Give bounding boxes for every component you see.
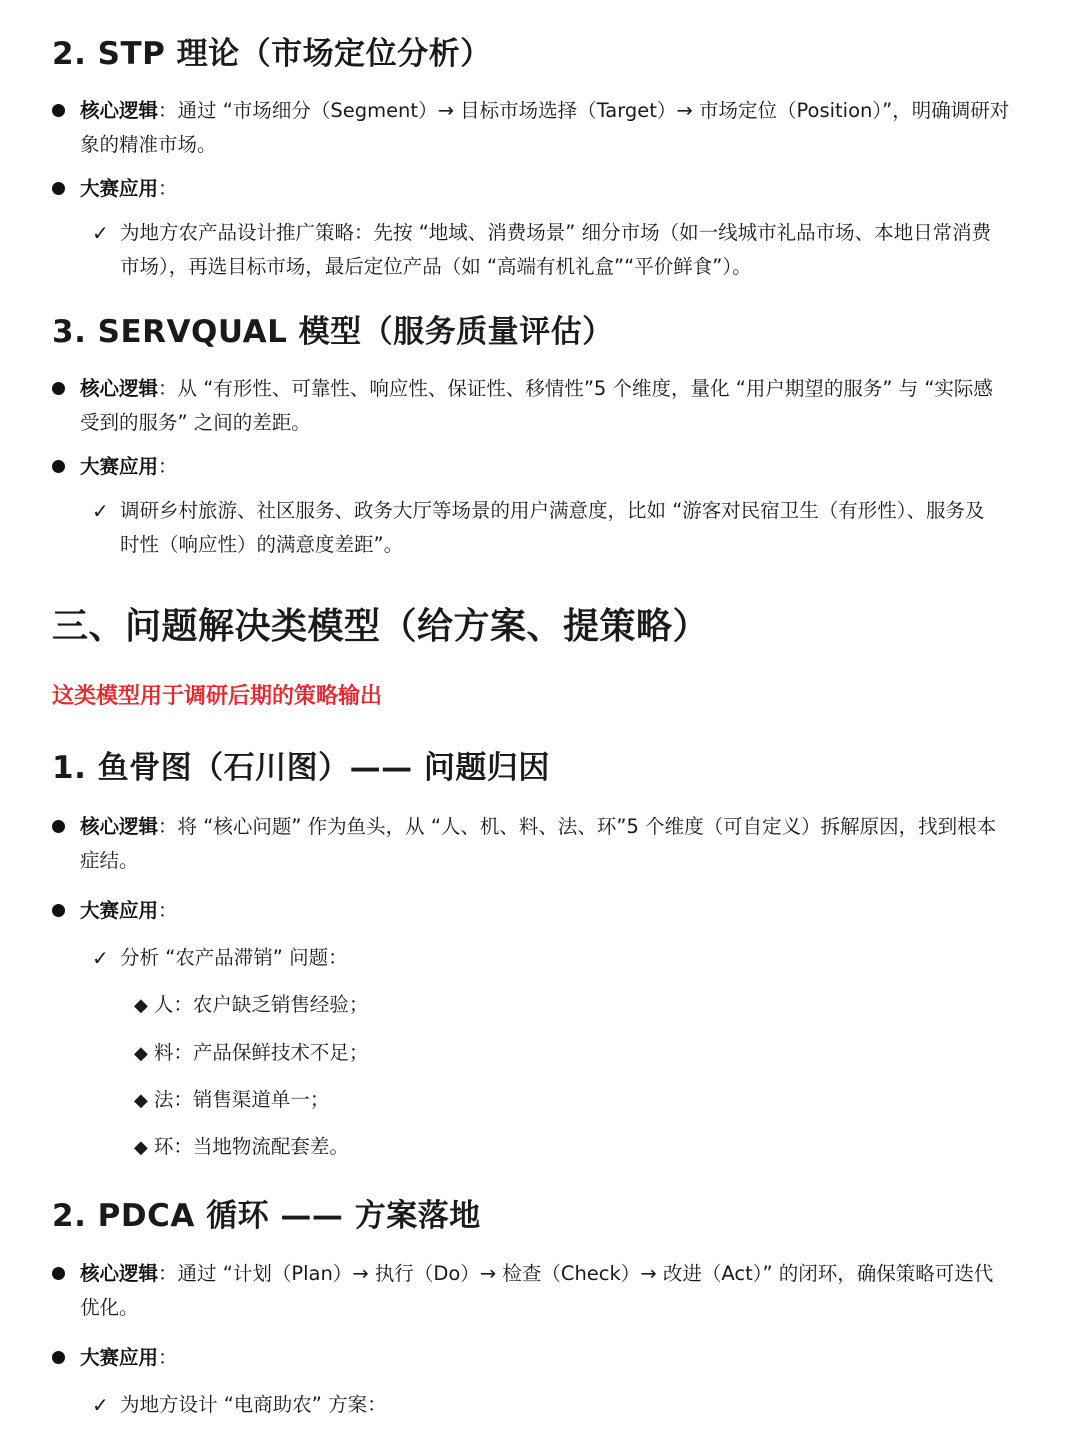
pdca-app-item (52, 1341, 1012, 1375)
fishbone-cause-item (134, 1036, 368, 1071)
bullet-icon (52, 1351, 65, 1364)
fishbone-cause-item (134, 988, 368, 1023)
servqual-heading: 3. SERVQUAL 模型（服务质量评估） (52, 314, 614, 350)
fishbone-heading: 1. 鱼骨图（石川图）—— 问题归因 (52, 750, 550, 786)
check-text: 为地方设计 “电商助农” 方案： (120, 1393, 387, 1416)
cause-text: 环：当地物流配套差。 (153, 1135, 349, 1158)
check-icon: ✓ (92, 221, 109, 245)
stp-heading: 2. STP 理论（市场定位分析） (52, 36, 492, 72)
logic-text: ：通过 “市场细分（Segment）→ 目标市场选择（Target）→ 市场定位（Position）”，明确调研对象的精准市场。 (80, 99, 1010, 156)
app-label: 大赛应用 (80, 1346, 159, 1369)
app-colon: ： (158, 455, 178, 478)
bullet-icon (52, 820, 65, 833)
app-colon: ： (158, 899, 178, 922)
fishbone-app-item (52, 894, 1012, 928)
check-text: 为地方农产品设计推广策略：先按 “地域、消费场景” 细分市场（如一线城市礼品市场、本地日常消费市场），再选目标市场，最后定位产品（如 “高端有机礼盒”“平价鲜食”）。 (120, 221, 992, 278)
diamond-icon: ◆ (134, 1137, 148, 1158)
stp-app-item (52, 172, 1012, 206)
bullet-icon (52, 182, 65, 195)
logic-text: ：通过 “计划（Plan）→ 执行（Do）→ 检查（Check）→ 改进（Act）” 的闭环，确保策略可迭代优化。 (80, 1262, 994, 1319)
app-label: 大赛应用 (80, 899, 159, 922)
cause-text: 法：销售渠道单一； (153, 1088, 330, 1111)
logic-label: 核心逻辑 (80, 99, 159, 122)
diamond-icon: ◆ (134, 1090, 148, 1111)
app-colon: ： (158, 1346, 178, 1369)
fishbone-cause-item (134, 1130, 349, 1165)
bullet-icon (52, 1267, 65, 1280)
cause-text: 料：产品保鲜技术不足； (153, 1041, 369, 1064)
check-icon: ✓ (92, 946, 109, 970)
diamond-icon: ◆ (134, 995, 148, 1016)
app-label: 大赛应用 (80, 177, 159, 200)
fishbone-app-detail (92, 941, 1002, 975)
check-icon: ✓ (92, 1393, 109, 1417)
check-text: 调研乡村旅游、社区服务、政务大厅等场景的用户满意度，比如 “游客对民宿卫生（有形性）、服务及时性（响应性）的满意度差距”。 (120, 499, 985, 556)
stp-app-detail (92, 216, 1002, 284)
servqual-app-detail (92, 494, 1002, 562)
diamond-icon: ◆ (134, 1043, 148, 1064)
section-three-heading: 三、问题解决类模型（给方案、提策略） (52, 606, 710, 647)
check-text: 分析 “农产品滞销” 问题： (120, 946, 348, 969)
logic-text: ：从 “有形性、可靠性、响应性、保证性、移情性”5 个维度，量化 “用户期望的服务” 与 “实际感受到的服务” 之间的差距。 (80, 377, 993, 434)
fishbone-logic-item (52, 810, 1012, 878)
fishbone-cause-item (134, 1083, 329, 1118)
servqual-logic-item (52, 372, 1012, 440)
cause-text: 人：农户缺乏销售经验； (153, 993, 369, 1016)
app-label: 大赛应用 (80, 455, 159, 478)
bullet-icon (52, 904, 65, 917)
check-icon: ✓ (92, 499, 109, 523)
logic-text: ：将 “核心问题” 作为鱼头，从 “人、机、料、法、环”5 个维度（可自定义）拆解原因，找到根本症结。 (80, 815, 997, 872)
bullet-icon (52, 104, 65, 117)
pdca-app-detail (92, 1388, 1002, 1422)
logic-label: 核心逻辑 (80, 1262, 159, 1285)
pdca-heading: 2. PDCA 循环 —— 方案落地 (52, 1198, 481, 1234)
bullet-icon (52, 382, 65, 395)
logic-label: 核心逻辑 (80, 815, 159, 838)
pdca-logic-item (52, 1257, 1012, 1325)
app-colon: ： (158, 177, 178, 200)
logic-label: 核心逻辑 (80, 377, 159, 400)
stp-logic-item (52, 94, 1012, 162)
bullet-icon (52, 460, 65, 473)
servqual-app-item (52, 450, 1012, 484)
section-three-subtitle: 这类模型用于调研后期的策略输出 (52, 684, 383, 709)
